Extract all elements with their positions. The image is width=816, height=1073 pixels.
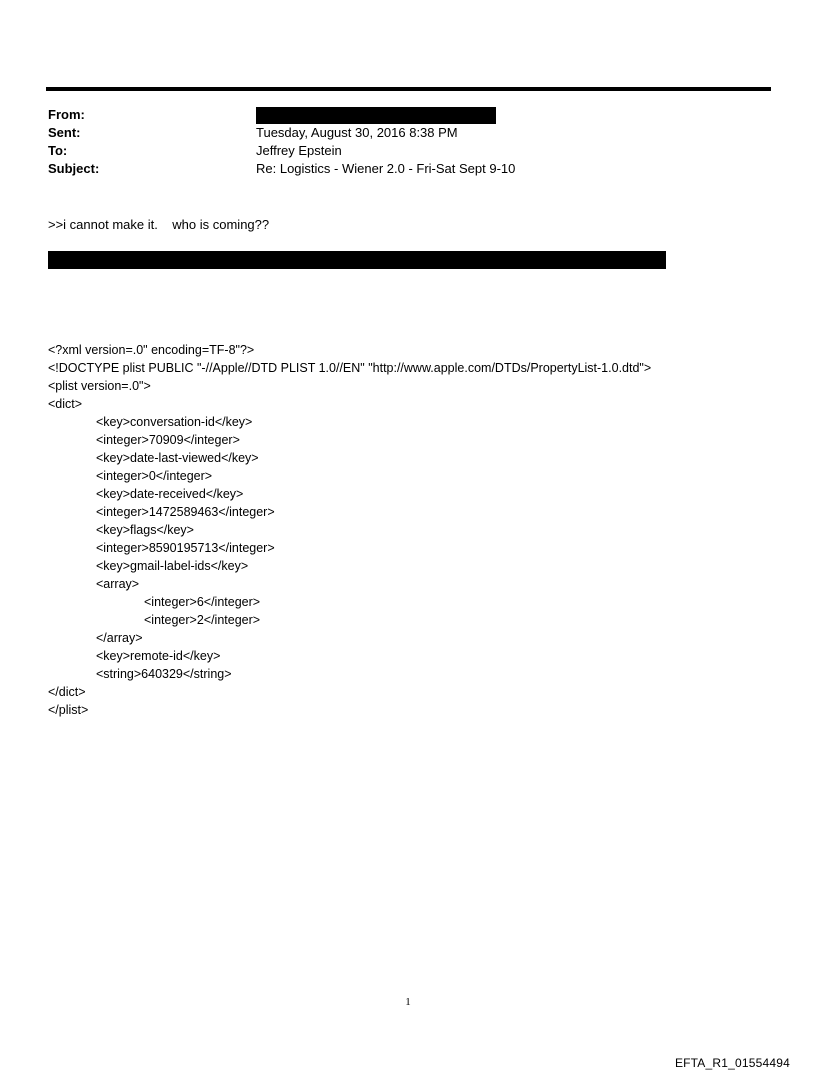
sent-value: Tuesday, August 30, 2016 8:38 PM [256,125,458,140]
sent-row [48,124,768,142]
xml-line: <integer>8590195713</integer> [96,541,275,555]
to-label: To: [48,143,68,158]
xml-line: <!DOCTYPE plist PUBLIC "-//Apple//DTD PLIST 1.0//EN" "http://www.apple.com/DTDs/PropertyList-1.0.dtd"> [48,361,652,375]
subject-value: Re: Logistics - Wiener 2.0 - Fri-Sat Sept 9-10 [256,161,516,176]
subject-row [48,160,768,178]
xml-line: <integer>6</integer> [144,595,261,609]
to-row [48,142,768,160]
xml-line: <integer>0</integer> [96,469,213,483]
xml-line: </array> [96,631,143,645]
xml-line: <key>gmail-label-ids</key> [96,559,249,573]
subject-label: Subject: [48,161,100,176]
xml-plist-block [48,341,788,719]
xml-line: <integer>70909</integer> [96,433,240,447]
header-divider [46,87,771,91]
xml-line: <key>remote-id</key> [96,649,221,663]
xml-line: <integer>2</integer> [144,613,261,627]
xml-line: <dict> [48,397,83,411]
from-row [48,106,768,124]
sent-label: Sent: [48,125,81,140]
xml-line: <plist version=.0"> [48,379,151,393]
xml-line: <key>date-last-viewed</key> [96,451,259,465]
xml-line: <array> [96,577,140,591]
redacted-sender [256,107,496,124]
xml-line: <?xml version=.0" encoding=TF-8"?> [48,343,255,357]
message-text: >>i cannot make it. who is coming?? [48,217,270,232]
xml-line: <key>conversation-id</key> [96,415,253,429]
redacted-body-line [48,251,666,269]
xml-line: <key>date-received</key> [96,487,244,501]
xml-line: <integer>1472589463</integer> [96,505,275,519]
xml-line: </dict> [48,685,86,699]
xml-line: <key>flags</key> [96,523,194,537]
to-value: Jeffrey Epstein [256,143,342,158]
email-header [48,106,768,178]
bates-number: EFTA_R1_01554494 [674,1056,790,1070]
xml-line: </plist> [48,703,89,717]
xml-line: <string>640329</string> [96,667,232,681]
from-label: From: [48,107,85,122]
page-number: 1 [405,996,411,1008]
